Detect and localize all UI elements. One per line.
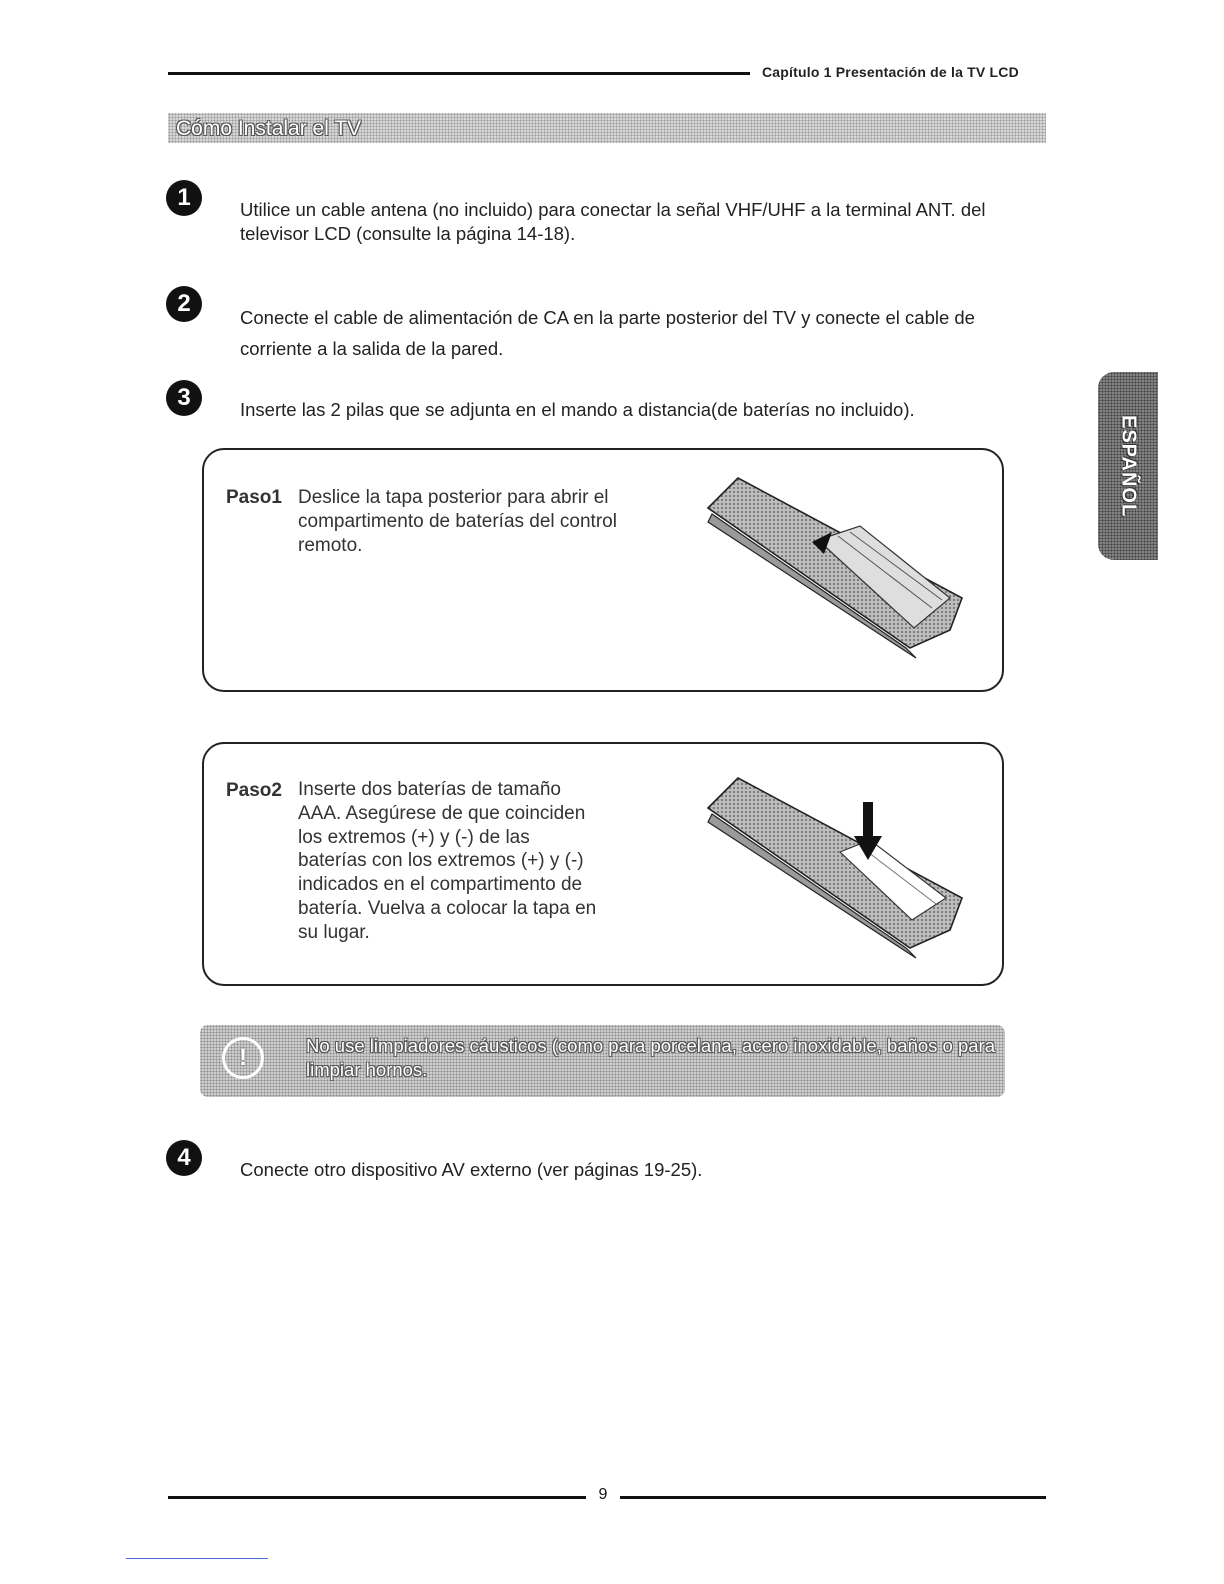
corner-rule: [126, 1558, 268, 1559]
paso-2-label: Paso2: [226, 780, 282, 801]
header-rule: [168, 72, 750, 75]
step-3-badge: 3: [166, 380, 202, 416]
step-2-text: Conecte el cable de alimentación de CA en la parte posterior del TV y conecte el cable de corriente a la salida de la pared.: [240, 307, 975, 359]
remote-open-cover-illustration: [700, 470, 970, 665]
step-4-text: Conecte otro dispositivo AV externo (ver páginas 19-25).: [240, 1159, 703, 1180]
caution-text: No use limpiadores cáusticos (como para porcelana, acero inoxidable, baños o para limpiar hornos.: [306, 1035, 995, 1080]
page-number: 9: [598, 1486, 608, 1503]
paso-2-text: Inserte dos baterías de tamaño AAA. Asegúrese de que coinciden los extremos (+) y (-) de las baterías con los extremos (+) y (-) indicados en el compartimento de batería. Vuelva a colocar la tapa en su lugar.: [298, 779, 597, 943]
section-title: Cómo Instalar el TV: [176, 117, 362, 140]
step-1-badge: 1: [166, 180, 202, 216]
footer-rule-right: [620, 1496, 1046, 1499]
footer-rule-left: [168, 1496, 586, 1499]
paso-1-text: Deslice la tapa posterior para abrir el compartimento de baterías del control remoto.: [298, 487, 617, 556]
step-2-badge: 2: [166, 286, 202, 322]
chapter-heading: Capítulo 1 Presentación de la TV LCD: [762, 64, 1019, 80]
step-4-badge: 4: [166, 1140, 202, 1176]
step-1-text: Utilice un cable antena (no incluido) para conectar la señal VHF/UHF a la terminal ANT. del televisor LCD (consulte la página 14-18).: [240, 199, 986, 244]
caution-icon: !: [222, 1037, 264, 1079]
paso-1-label: Paso1: [226, 487, 282, 508]
language-side-tab-label: ESPAÑOL: [1117, 414, 1140, 518]
remote-insert-batteries-illustration: [700, 770, 970, 965]
step-3-text: Inserte las 2 pilas que se adjunta en el mando a distancia(de baterías no incluido).: [240, 399, 915, 420]
